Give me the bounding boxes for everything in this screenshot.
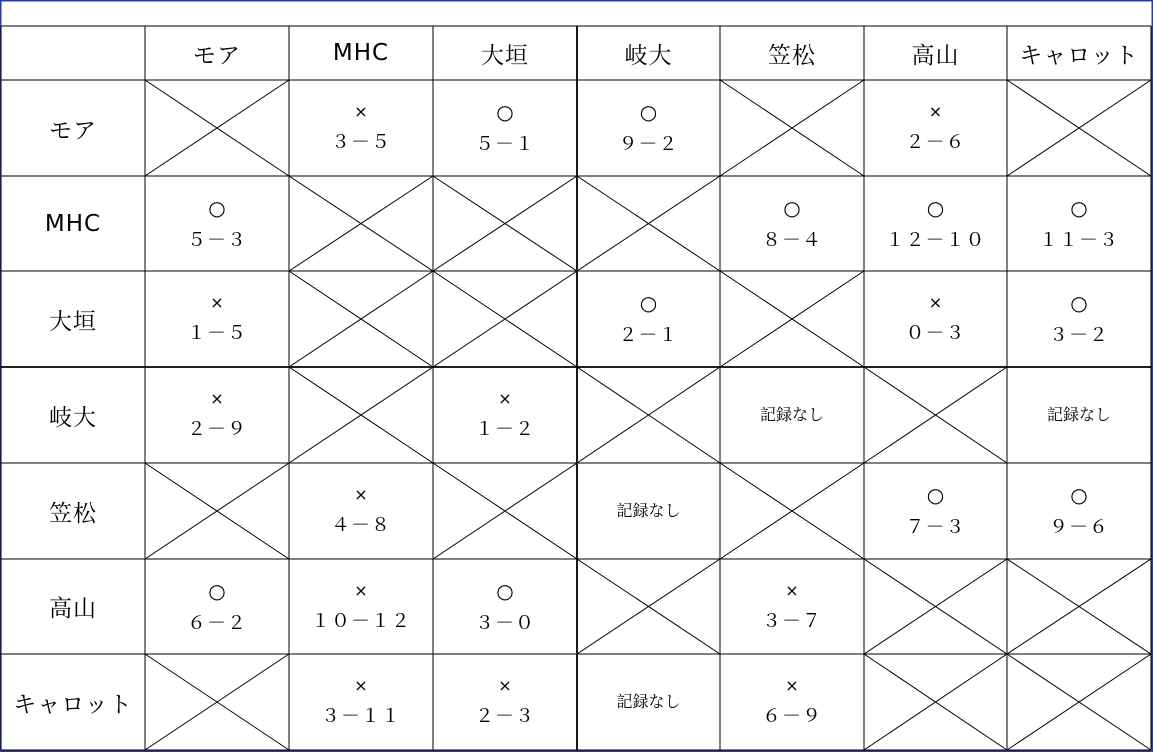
- column-header-label: MHC: [332, 40, 390, 66]
- table-cell: [577, 463, 720, 559]
- loss-mark: ×: [785, 580, 799, 600]
- row-header-label: 高山: [49, 596, 97, 622]
- column-header-label: 笠松: [768, 42, 816, 69]
- win-mark: ○: [496, 100, 514, 124]
- row-header: [1, 367, 145, 463]
- column-header: [1007, 26, 1151, 80]
- table-cell: [864, 271, 1007, 367]
- score-text: ３－５: [330, 131, 391, 153]
- no-record-note: 記録なし: [1046, 405, 1111, 424]
- row-header: [1, 271, 145, 367]
- loss-mark: ×: [210, 389, 224, 408]
- column-header-label: キャロット: [1019, 42, 1139, 69]
- column-header: [289, 26, 433, 80]
- score-text: １０－１２: [310, 609, 411, 632]
- table-cell: [1007, 463, 1151, 559]
- table-cell: [145, 271, 289, 367]
- table-cell: [289, 463, 433, 559]
- column-header: [145, 26, 289, 80]
- table-cell: [720, 654, 864, 750]
- table-cell: [577, 654, 720, 750]
- column-header-label: モア: [193, 42, 241, 69]
- score-text: １２－１０: [885, 228, 986, 251]
- win-mark: ○: [208, 195, 226, 220]
- table-cell: [720, 559, 864, 654]
- score-text: ２－６: [905, 131, 966, 153]
- score-text: １１－３: [1038, 228, 1119, 251]
- score-text: ２－３: [474, 705, 535, 727]
- win-mark: ○: [926, 483, 945, 507]
- no-record-note: 記録なし: [616, 692, 681, 711]
- loss-mark: ×: [498, 389, 512, 408]
- score-text: ３－１１: [320, 705, 401, 727]
- score-text: ２－１: [618, 324, 679, 346]
- column-header-label: 大垣: [481, 42, 529, 69]
- table-cell: [145, 367, 289, 463]
- no-record-note: 記録なし: [616, 501, 681, 520]
- column-header: [864, 26, 1007, 80]
- row-header: [1, 80, 145, 176]
- win-mark: ○: [1070, 195, 1088, 220]
- win-mark: ○: [496, 578, 514, 603]
- row-header-label: MHC: [44, 210, 102, 237]
- column-header: [720, 26, 864, 80]
- row-header: [1, 559, 145, 654]
- score-text: １－２: [474, 418, 535, 440]
- score-text: ９－６: [1048, 516, 1109, 538]
- loss-mark: ×: [354, 485, 368, 504]
- table-cell: [864, 80, 1007, 176]
- table-cell: [577, 80, 720, 176]
- loss-mark: ×: [354, 580, 368, 600]
- score-text: ９－２: [618, 133, 679, 155]
- loss-mark: ×: [354, 676, 368, 695]
- table-cell: [289, 559, 433, 654]
- win-mark: ○: [783, 195, 801, 220]
- score-text: ３－０: [474, 611, 535, 634]
- column-header-label: 岐大: [624, 42, 673, 69]
- no-record-note: 記録なし: [759, 405, 824, 424]
- table-cell: [720, 367, 864, 463]
- score-text: ２－９: [186, 418, 247, 440]
- table-cell: [289, 654, 433, 750]
- score-text: ５－１: [474, 133, 535, 155]
- score-text: ５－３: [186, 228, 247, 251]
- win-mark: ○: [926, 195, 945, 220]
- table-cell: [289, 80, 433, 176]
- loss-mark: ×: [498, 676, 512, 695]
- table-cell: [864, 463, 1007, 559]
- column-header-label: 高山: [911, 42, 960, 69]
- score-text: ７－３: [905, 516, 966, 538]
- loss-mark: ×: [928, 293, 943, 312]
- win-mark: ○: [208, 578, 226, 603]
- row-header-label: 大垣: [49, 308, 97, 335]
- table-cell: [145, 176, 289, 271]
- table-cell: [720, 176, 864, 271]
- column-header: [577, 26, 720, 80]
- column-header: [433, 26, 577, 80]
- row-header-label: キャロット: [13, 691, 133, 718]
- table-cell: [1007, 176, 1151, 271]
- win-mark: ○: [639, 100, 658, 124]
- row-header-label: 岐大: [49, 404, 97, 431]
- score-text: １－５: [186, 322, 247, 344]
- win-mark: ○: [1070, 291, 1088, 315]
- loss-mark: ×: [928, 102, 943, 121]
- row-header: [1, 654, 145, 750]
- table-cell: [433, 367, 577, 463]
- row-header-label: モア: [49, 117, 97, 144]
- row-header-label: 笠松: [49, 500, 97, 527]
- row-header: [1, 463, 145, 559]
- score-text: ６－９: [761, 705, 822, 727]
- score-text: ３－２: [1048, 324, 1109, 346]
- win-mark: ○: [1070, 483, 1088, 507]
- table-cell: [864, 176, 1007, 271]
- score-text: ４－８: [330, 514, 391, 536]
- row-header: [1, 176, 145, 271]
- table-cell: [577, 271, 720, 367]
- table-cell: [1007, 271, 1151, 367]
- table-cell: [433, 80, 577, 176]
- score-text: ０－３: [905, 322, 966, 344]
- win-mark: ○: [639, 291, 658, 315]
- table-cell: [433, 559, 577, 654]
- loss-mark: ×: [785, 676, 799, 695]
- table-cell: [1007, 367, 1151, 463]
- table-cell: [145, 559, 289, 654]
- loss-mark: ×: [210, 293, 224, 312]
- score-text: ６－２: [186, 611, 247, 634]
- loss-mark: ×: [354, 102, 368, 121]
- table-cell: [433, 654, 577, 750]
- score-text: ３－７: [761, 609, 822, 632]
- score-text: ８－４: [761, 228, 822, 251]
